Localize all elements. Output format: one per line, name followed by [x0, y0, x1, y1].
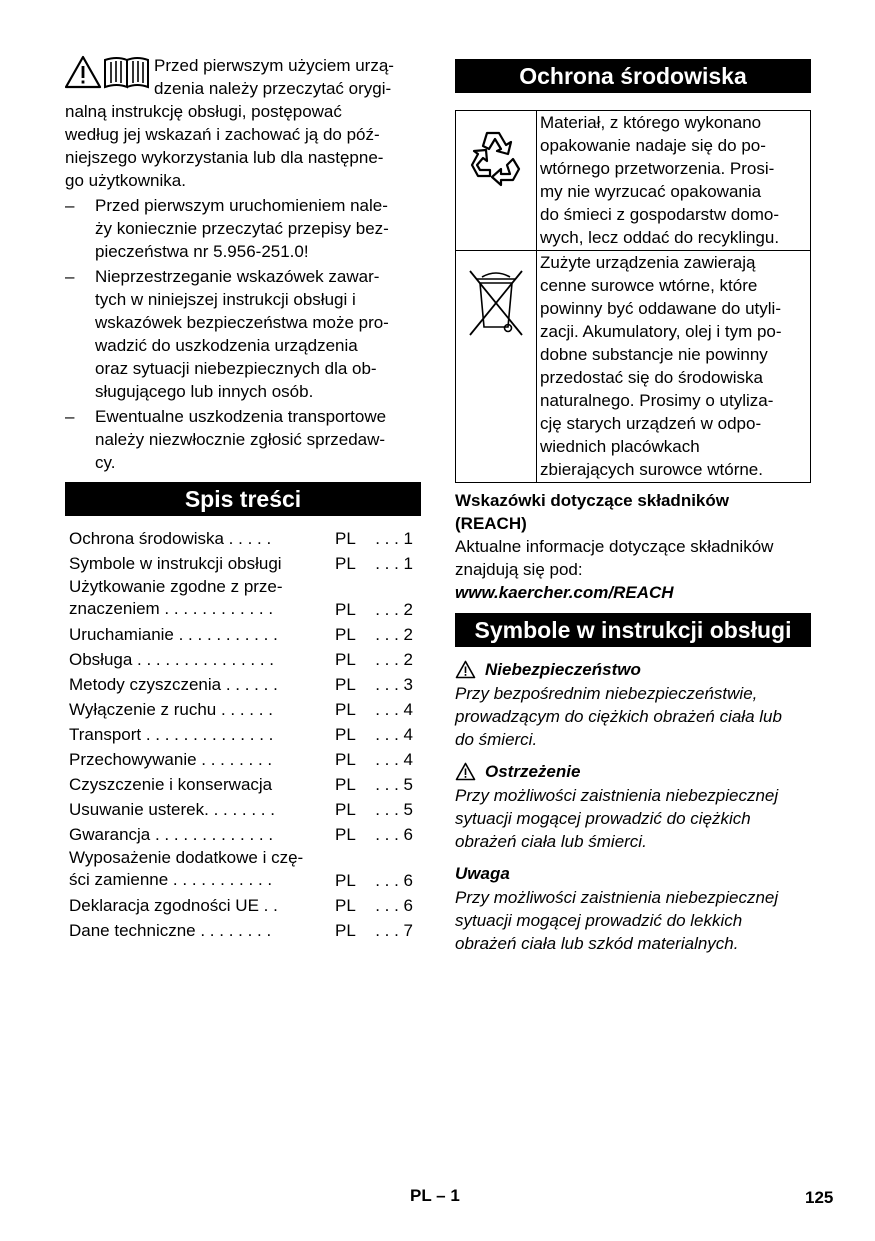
text-line: do śmierci.	[455, 730, 538, 749]
toc-row[interactable]	[65, 847, 413, 893]
text-line: prowadzącym do ciężkich obrażeń ciała lub	[455, 707, 782, 726]
toc-row[interactable]	[65, 526, 413, 551]
bullet-line: cy.	[95, 453, 116, 472]
intro-line: niejszego wykorzystania lub dla następne-	[65, 148, 384, 167]
toc-row-title: Dane techniczne . . . . . . . .	[69, 921, 272, 940]
text-line: Zużyte urządzenia zawierają	[540, 253, 756, 272]
text-line: Przy bezpośrednim niebezpieczeństwie,	[455, 684, 758, 703]
text-line: naturalnego. Prosimy o utyliza-	[540, 391, 774, 410]
danger-heading	[455, 657, 811, 682]
toc-row-page: . . . 1	[375, 554, 413, 573]
toc-row[interactable]	[65, 822, 413, 847]
table-cell-icon	[456, 251, 537, 483]
toc-row-page: . . . 5	[375, 775, 413, 794]
crossed-bin-icon	[464, 265, 528, 339]
warning-triangle-icon	[455, 762, 476, 781]
toc-row-lang: PL	[335, 554, 356, 573]
page-number: 125	[805, 1188, 834, 1207]
toc-row-page: . . . 6	[375, 896, 413, 915]
text-line: my nie wyrzucać opakowania	[540, 182, 762, 201]
intro-line: go użytkownika.	[65, 171, 186, 190]
toc-row-title-line: Wyposażenie dodatkowe i czę-	[69, 848, 304, 867]
bullet-line: pieczeństwa nr 5.956-251.0!	[95, 242, 309, 261]
reach-section	[455, 489, 811, 604]
text-line: obrażeń ciała lub szkód materialnych.	[455, 934, 739, 953]
toc-row-title: Transport . . . . . . . . . . . . . .	[69, 725, 274, 744]
bullet-line: tych w niniejszej instrukcji obsługi i	[95, 290, 356, 309]
warning-heading	[455, 759, 811, 784]
toc-row-lang: PL	[335, 529, 356, 548]
text-line: do śmieci z gospodarstw domo-	[540, 205, 780, 224]
bullet-dash: –	[65, 196, 75, 215]
text-line: wiednich placówkach	[540, 437, 700, 456]
table-row	[456, 251, 811, 483]
table-cell-text	[537, 251, 811, 483]
text-line: sytuacji mogącej prowadzić do ciężkich	[455, 809, 751, 828]
table-row	[456, 111, 811, 251]
toc-row-title-line: Użytkowanie zgodne z prze-	[69, 577, 283, 596]
text-line: zacji. Akumulatory, olej i tym po-	[540, 322, 782, 341]
toc-row-page: . . . 4	[375, 700, 413, 719]
footer-section-page: PL – 1	[410, 1186, 460, 1205]
toc-row[interactable]	[65, 747, 413, 772]
danger-text	[455, 682, 811, 751]
bullet-line: Ewentualne uszkodzenia transportowe	[95, 407, 387, 426]
text-line: Przy możliwości zaistnienia niebezpiecznej	[455, 786, 779, 805]
text-line: wych, lecz oddać do recyklingu.	[540, 228, 780, 247]
toc-row[interactable]	[65, 622, 413, 647]
table-cell-text	[537, 111, 811, 251]
toc-row-page: . . . 4	[375, 725, 413, 744]
toc-row[interactable]	[65, 697, 413, 722]
toc-row[interactable]	[65, 797, 413, 822]
table-of-contents	[65, 526, 413, 943]
toc-row-title: Wyłączenie z ruchu . . . . . .	[69, 700, 273, 719]
toc-row-title: Gwarancja . . . . . . . . . . . . .	[69, 825, 274, 844]
toc-row[interactable]	[65, 647, 413, 672]
intro-section	[65, 54, 421, 474]
toc-row-lang: PL	[335, 825, 356, 844]
text-line: obrażeń ciała lub śmierci.	[455, 832, 647, 851]
bullet-line: wadzić do uszkodzenia urządzenia	[95, 336, 358, 355]
bullet-item	[65, 265, 421, 403]
toc-row-lang: PL	[335, 650, 356, 669]
toc-row-lang: PL	[335, 600, 356, 619]
toc-row-page: . . . 2	[375, 625, 413, 644]
text-line: opakowanie nadaje się do po-	[540, 136, 766, 155]
environment-table	[455, 110, 811, 483]
bullet-item	[65, 405, 421, 474]
toc-row-title: Deklaracja zgodności UE . .	[69, 896, 278, 915]
toc-row-lang: PL	[335, 800, 356, 819]
toc-row[interactable]	[65, 918, 413, 943]
toc-row[interactable]	[65, 551, 413, 576]
toc-row-title: Usuwanie usterek. . . . . . . .	[69, 800, 275, 819]
reach-text-line: Aktualne informacje dotyczące składników	[455, 537, 774, 556]
environment-heading: Ochrona środowiska	[455, 59, 811, 93]
toc-row-page: . . . 3	[375, 675, 413, 694]
toc-row-title	[69, 576, 283, 620]
toc-row[interactable]	[65, 576, 413, 622]
warning-title: Ostrzeżenie	[485, 761, 581, 781]
toc-row-page: . . . 7	[375, 921, 413, 940]
text-line: Przy możliwości zaistnienia niebezpiecznej	[455, 888, 779, 907]
note-title: Uwaga	[455, 863, 510, 883]
warning-manual-icon	[65, 54, 149, 90]
warning-text	[455, 784, 811, 853]
intro-line: dzenia należy przeczytać orygi-	[154, 79, 392, 98]
text-line: cenne surowce wtórne, które	[540, 276, 758, 295]
toc-row[interactable]	[65, 722, 413, 747]
right-column	[455, 54, 811, 955]
bullet-dash: –	[65, 407, 75, 426]
toc-row-lang: PL	[335, 725, 356, 744]
text-line: dobne substancje nie powinny	[540, 345, 768, 364]
toc-row-title	[69, 847, 303, 891]
bullet-line: Przed pierwszym uruchomieniem nale-	[95, 196, 388, 215]
toc-row[interactable]	[65, 893, 413, 918]
bullet-dash: –	[65, 267, 75, 286]
bullet-line: ży koniecznie przeczytać przepisy bez-	[95, 219, 389, 238]
bullet-line: sługującego lub innych osób.	[95, 382, 314, 401]
toc-row-lang: PL	[335, 750, 356, 769]
toc-row-title: Czyszczenie i konserwacja	[69, 775, 273, 794]
toc-heading: Spis treści	[65, 482, 421, 516]
reach-url-link[interactable]: www.kaercher.com/REACH	[455, 583, 674, 602]
text-line: wtórnego przetworzenia. Prosi-	[540, 159, 775, 178]
toc-row-lang: PL	[335, 921, 356, 940]
intro-line: według jej wskazań i zachować ją do póź-	[65, 125, 380, 144]
toc-row-title: Przechowywanie . . . . . . . .	[69, 750, 273, 769]
bullet-line: należy niezwłocznie zgłosić sprzedaw-	[95, 430, 386, 449]
toc-row-lang: PL	[335, 896, 356, 915]
toc-row-page: . . . 4	[375, 750, 413, 769]
bullet-line: oraz sytuacji niebezpiecznych dla ob-	[95, 359, 377, 378]
toc-row-title-line: ści zamienne . . . . . . . . . . .	[69, 870, 273, 889]
toc-row-title: Obsługa . . . . . . . . . . . . . . .	[69, 650, 275, 669]
intro-line: nalną instrukcję obsługi, postępować	[65, 102, 342, 121]
toc-row-title: Ochrona środowiska . . . . .	[69, 529, 272, 548]
symbols-heading: Symbole w instrukcji obsługi	[455, 613, 811, 647]
toc-row-lang: PL	[335, 675, 356, 694]
bullet-item	[65, 194, 421, 263]
warning-triangle-icon	[455, 660, 476, 679]
toc-row-page: . . . 6	[375, 825, 413, 844]
toc-row-title: Symbole w instrukcji obsługi	[69, 554, 282, 573]
recycling-icon	[461, 123, 531, 193]
text-line: Materiał, z którego wykonano	[540, 113, 762, 132]
toc-row-page: . . . 2	[375, 600, 413, 619]
left-column	[65, 54, 421, 943]
note-text	[455, 886, 811, 955]
reach-title-line: Wskazówki dotyczące składników	[455, 491, 729, 510]
toc-row-page: . . . 6	[375, 871, 413, 890]
toc-row-page: . . . 1	[375, 529, 413, 548]
symbols-section	[455, 657, 811, 955]
reach-title-line: (REACH)	[455, 514, 527, 533]
table-cell-icon	[456, 111, 537, 251]
bullet-line: Nieprzestrzeganie wskazówek zawar-	[95, 267, 380, 286]
toc-row-title: Uruchamianie . . . . . . . . . . .	[69, 625, 278, 644]
toc-row-page: . . . 2	[375, 650, 413, 669]
toc-row-page: . . . 5	[375, 800, 413, 819]
toc-row-lang: PL	[335, 775, 356, 794]
text-line: powinny być oddawane do utyli-	[540, 299, 781, 318]
text-line: cję starych urządzeń w odpo-	[540, 414, 762, 433]
note-heading	[455, 861, 811, 886]
toc-row[interactable]	[65, 672, 413, 697]
text-line: zbierających surowce wtórne.	[540, 460, 763, 479]
intro-line: Przed pierwszym użyciem urzą-	[154, 56, 394, 75]
text-line: sytuacji mogącej prowadzić do lekkich	[455, 911, 743, 930]
bullet-line: wskazówek bezpieczeństwa może pro-	[95, 313, 389, 332]
toc-row-lang: PL	[335, 871, 356, 890]
toc-row-title-line: znaczeniem . . . . . . . . . . . .	[69, 599, 274, 618]
reach-text-line: znajdują się pod:	[455, 560, 583, 579]
toc-row-title: Metody czyszczenia . . . . . .	[69, 675, 278, 694]
text-line: przedostać się do środowiska	[540, 368, 764, 387]
reach-title	[455, 489, 811, 535]
toc-row[interactable]	[65, 772, 413, 797]
toc-row-lang: PL	[335, 700, 356, 719]
toc-row-lang: PL	[335, 625, 356, 644]
danger-title: Niebezpieczeństwo	[485, 659, 641, 679]
